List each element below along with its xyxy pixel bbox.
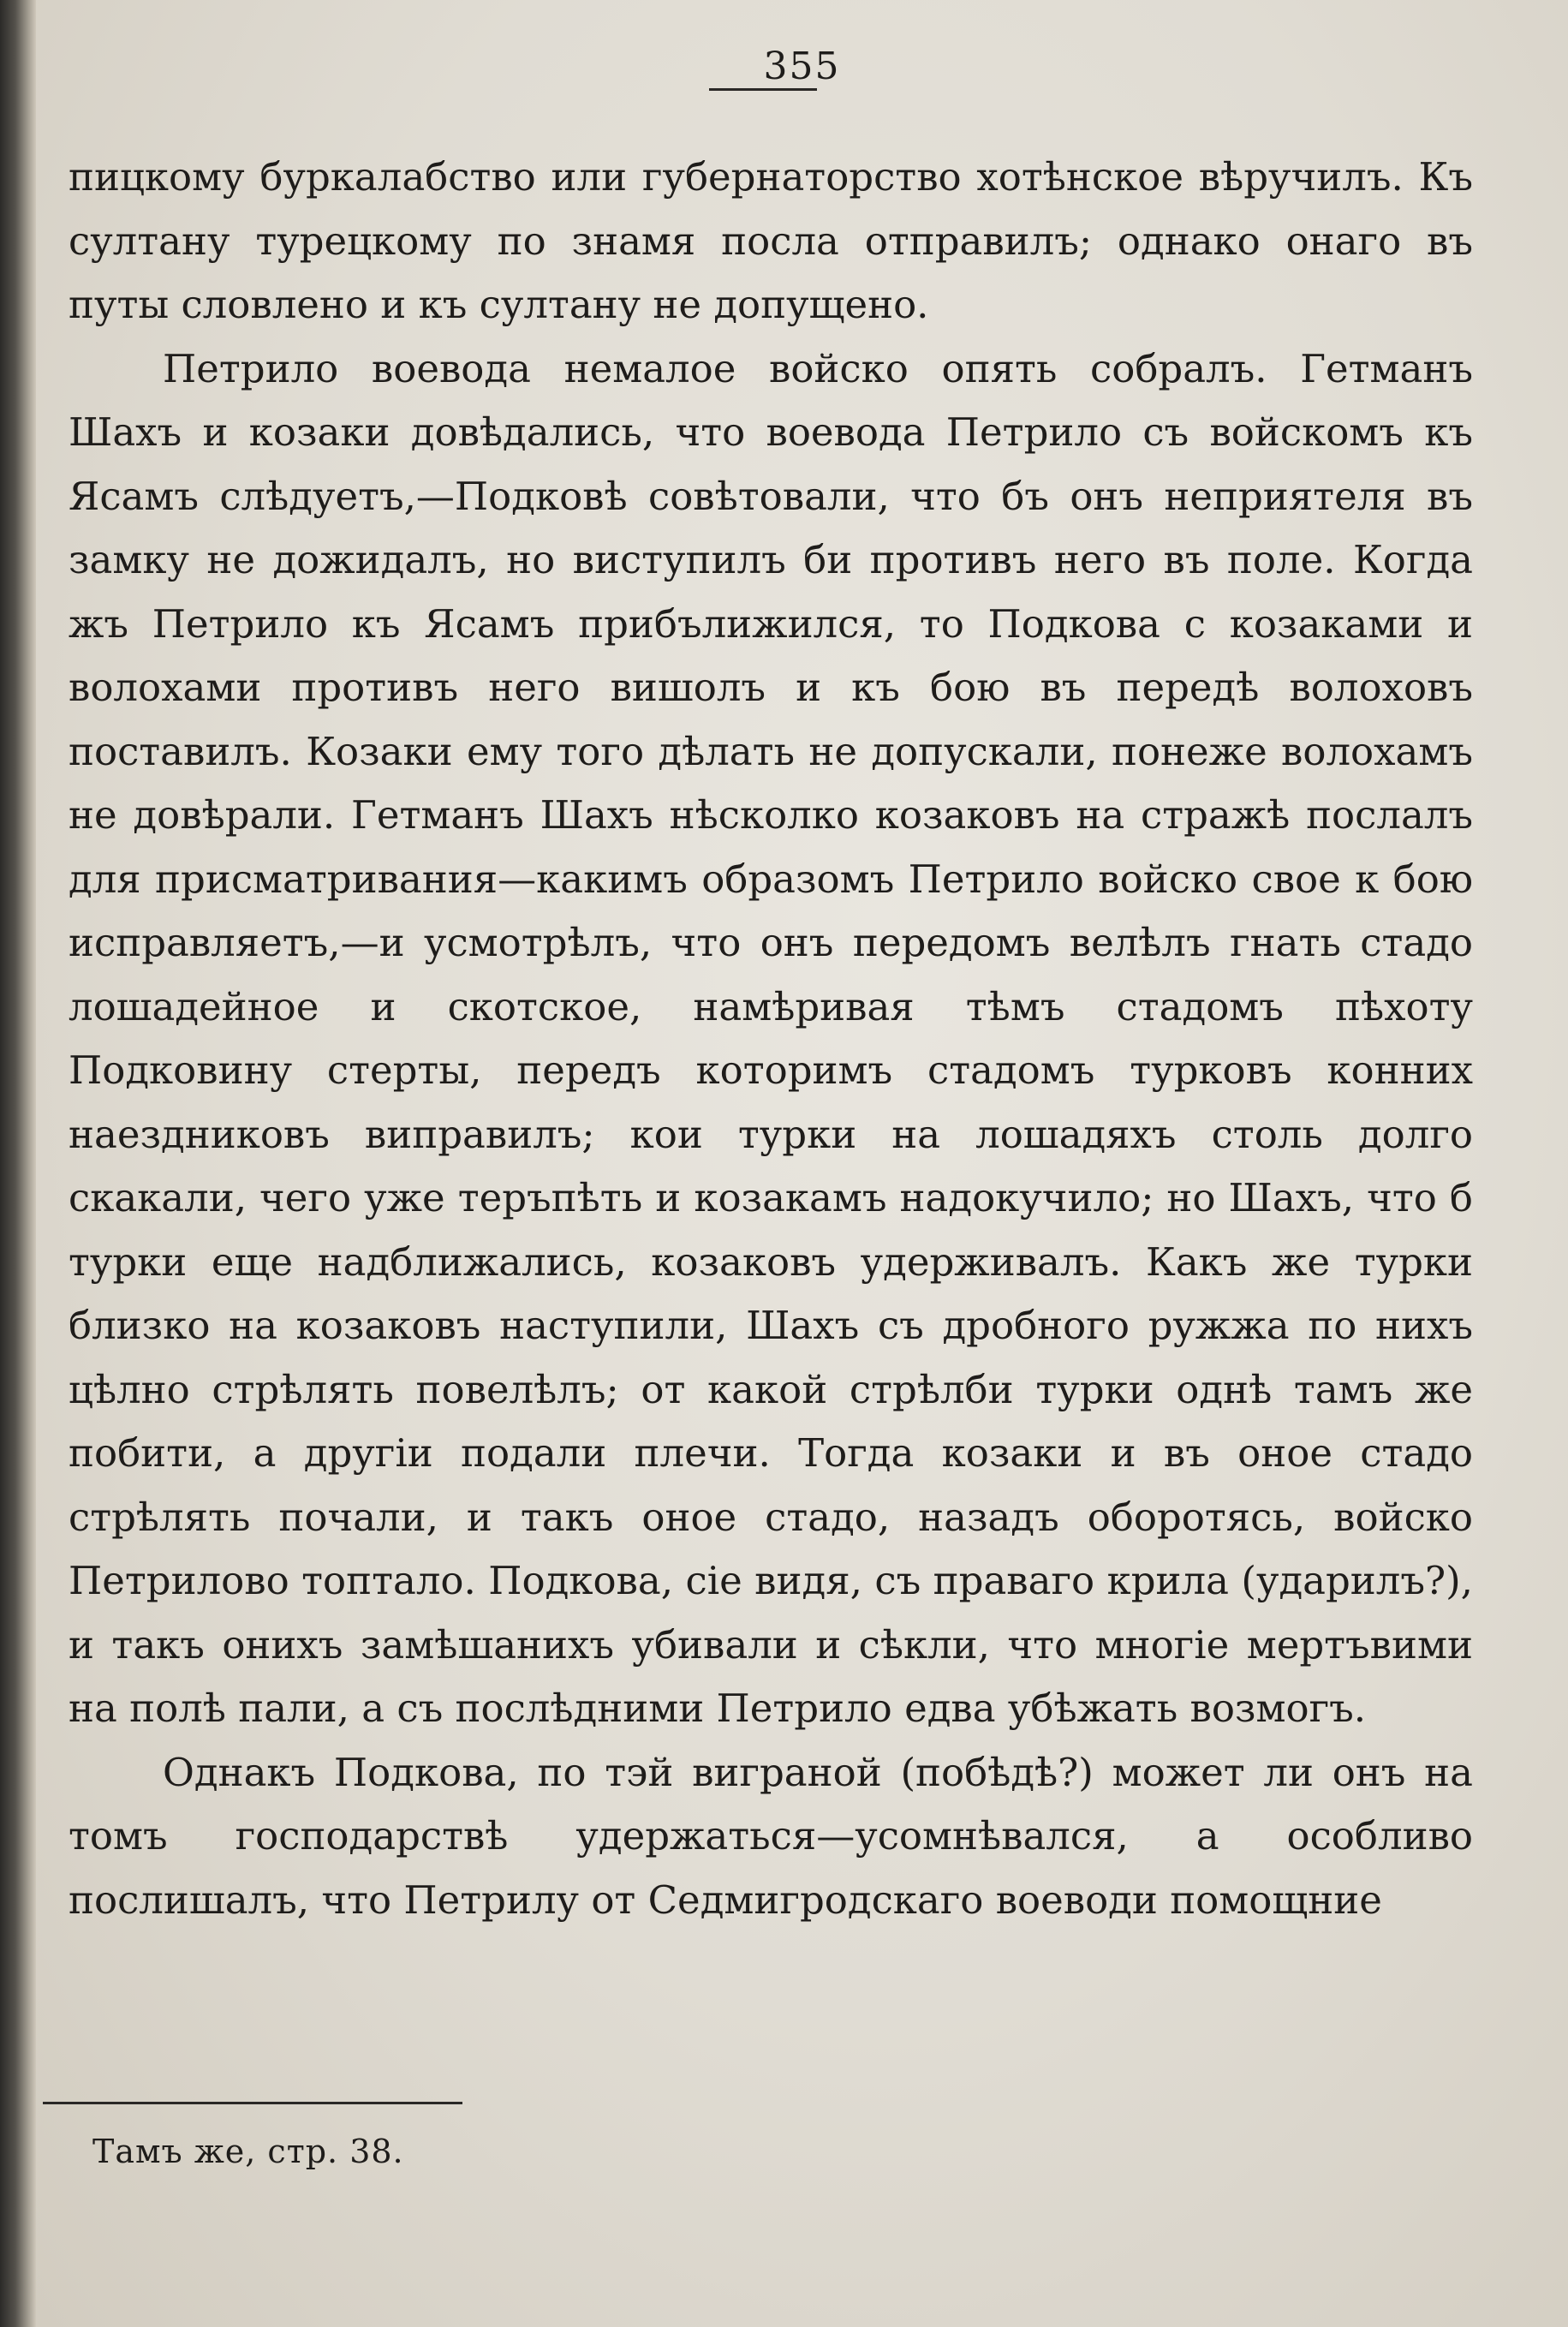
- body-text: [69, 146, 1473, 1932]
- footnote-rule: [43, 2102, 462, 2104]
- book-gutter: [0, 0, 36, 2327]
- paragraph-battle: Петрило воевода немалое войско опять собралъ. Гетманъ Шахъ и козаки довѣдались, что воевода Петрило съ войскомъ къ Ясамъ слѣдуетъ,—Подковѣ совѣтовали, что бъ онъ неприятеля въ замку не дожидалъ, но виступилъ би противъ него въ поле. Когда жъ Петрило къ Ясамъ прибълижился, то Подкова с козаками и волохами противъ него вишолъ и къ бою въ передѣ волоховъ поставилъ. Козаки ему того дѣлать не допускали, понеже волохамъ не довѣрали. Гетманъ Шахъ нѣсколко козаковъ на стражѣ послалъ для присматривания—какимъ образомъ Петрило войско свое к бою исправляетъ,—и усмотрѣлъ, что онъ передомъ велѣлъ гнать стадо лошадейное и скотское, намѣривая тѣмъ стадомъ пѣхоту Подковину стерты, передъ которимъ стадомъ турковъ конних наездниковъ виправилъ; кои турки на лошадяхъ столь долго скакали, чего уже теръпѣть и козакамъ надокучило; но Шахъ, что б турки еще надближались, козаковъ удерживалъ. Какъ же турки близко на козаковъ наступили, Шахъ съ дробного ружжа по нихъ цѣлно стрѣлять повелѣлъ; от какой стрѣлби турки однѣ тамъ же побити, а другіи подали плечи. Тогда козаки и въ оное стадо стрѣлять почали, и такъ оное стадо, назадъ оборотясь, войско Петрилово топтало. Подкова, сіе видя, съ праваго крила (ударилъ?), и такъ онихъ замѣшанихъ убивали и сѣкли, что многіе мертъвими на полѣ пали, а съ послѣдними Петрило едва убѣжать возмогъ.: [69, 345, 1473, 1731]
- footnote: Тамъ же, стр. 38.: [92, 2133, 404, 2170]
- paragraph-aftermath: Однакъ Подкова, по тэй виграной (побѣдѣ?) может ли онъ на томъ господарствѣ удержаться—усомнѣвался, а особливо послишалъ, что Петрилу от Седмигродскаго воеводи помощние: [69, 1749, 1473, 1923]
- book-page: [36, 0, 1568, 2327]
- page-number-rule: [709, 88, 817, 91]
- page-number: 355: [763, 45, 841, 88]
- paragraph-continuation: пицкому буркалабство или губернаторство хотѣнское вѣручилъ. Къ султану турецкому по знамя посла отправилъ; однако онаго въ путы словлено и къ султану не допущено.: [69, 154, 1473, 327]
